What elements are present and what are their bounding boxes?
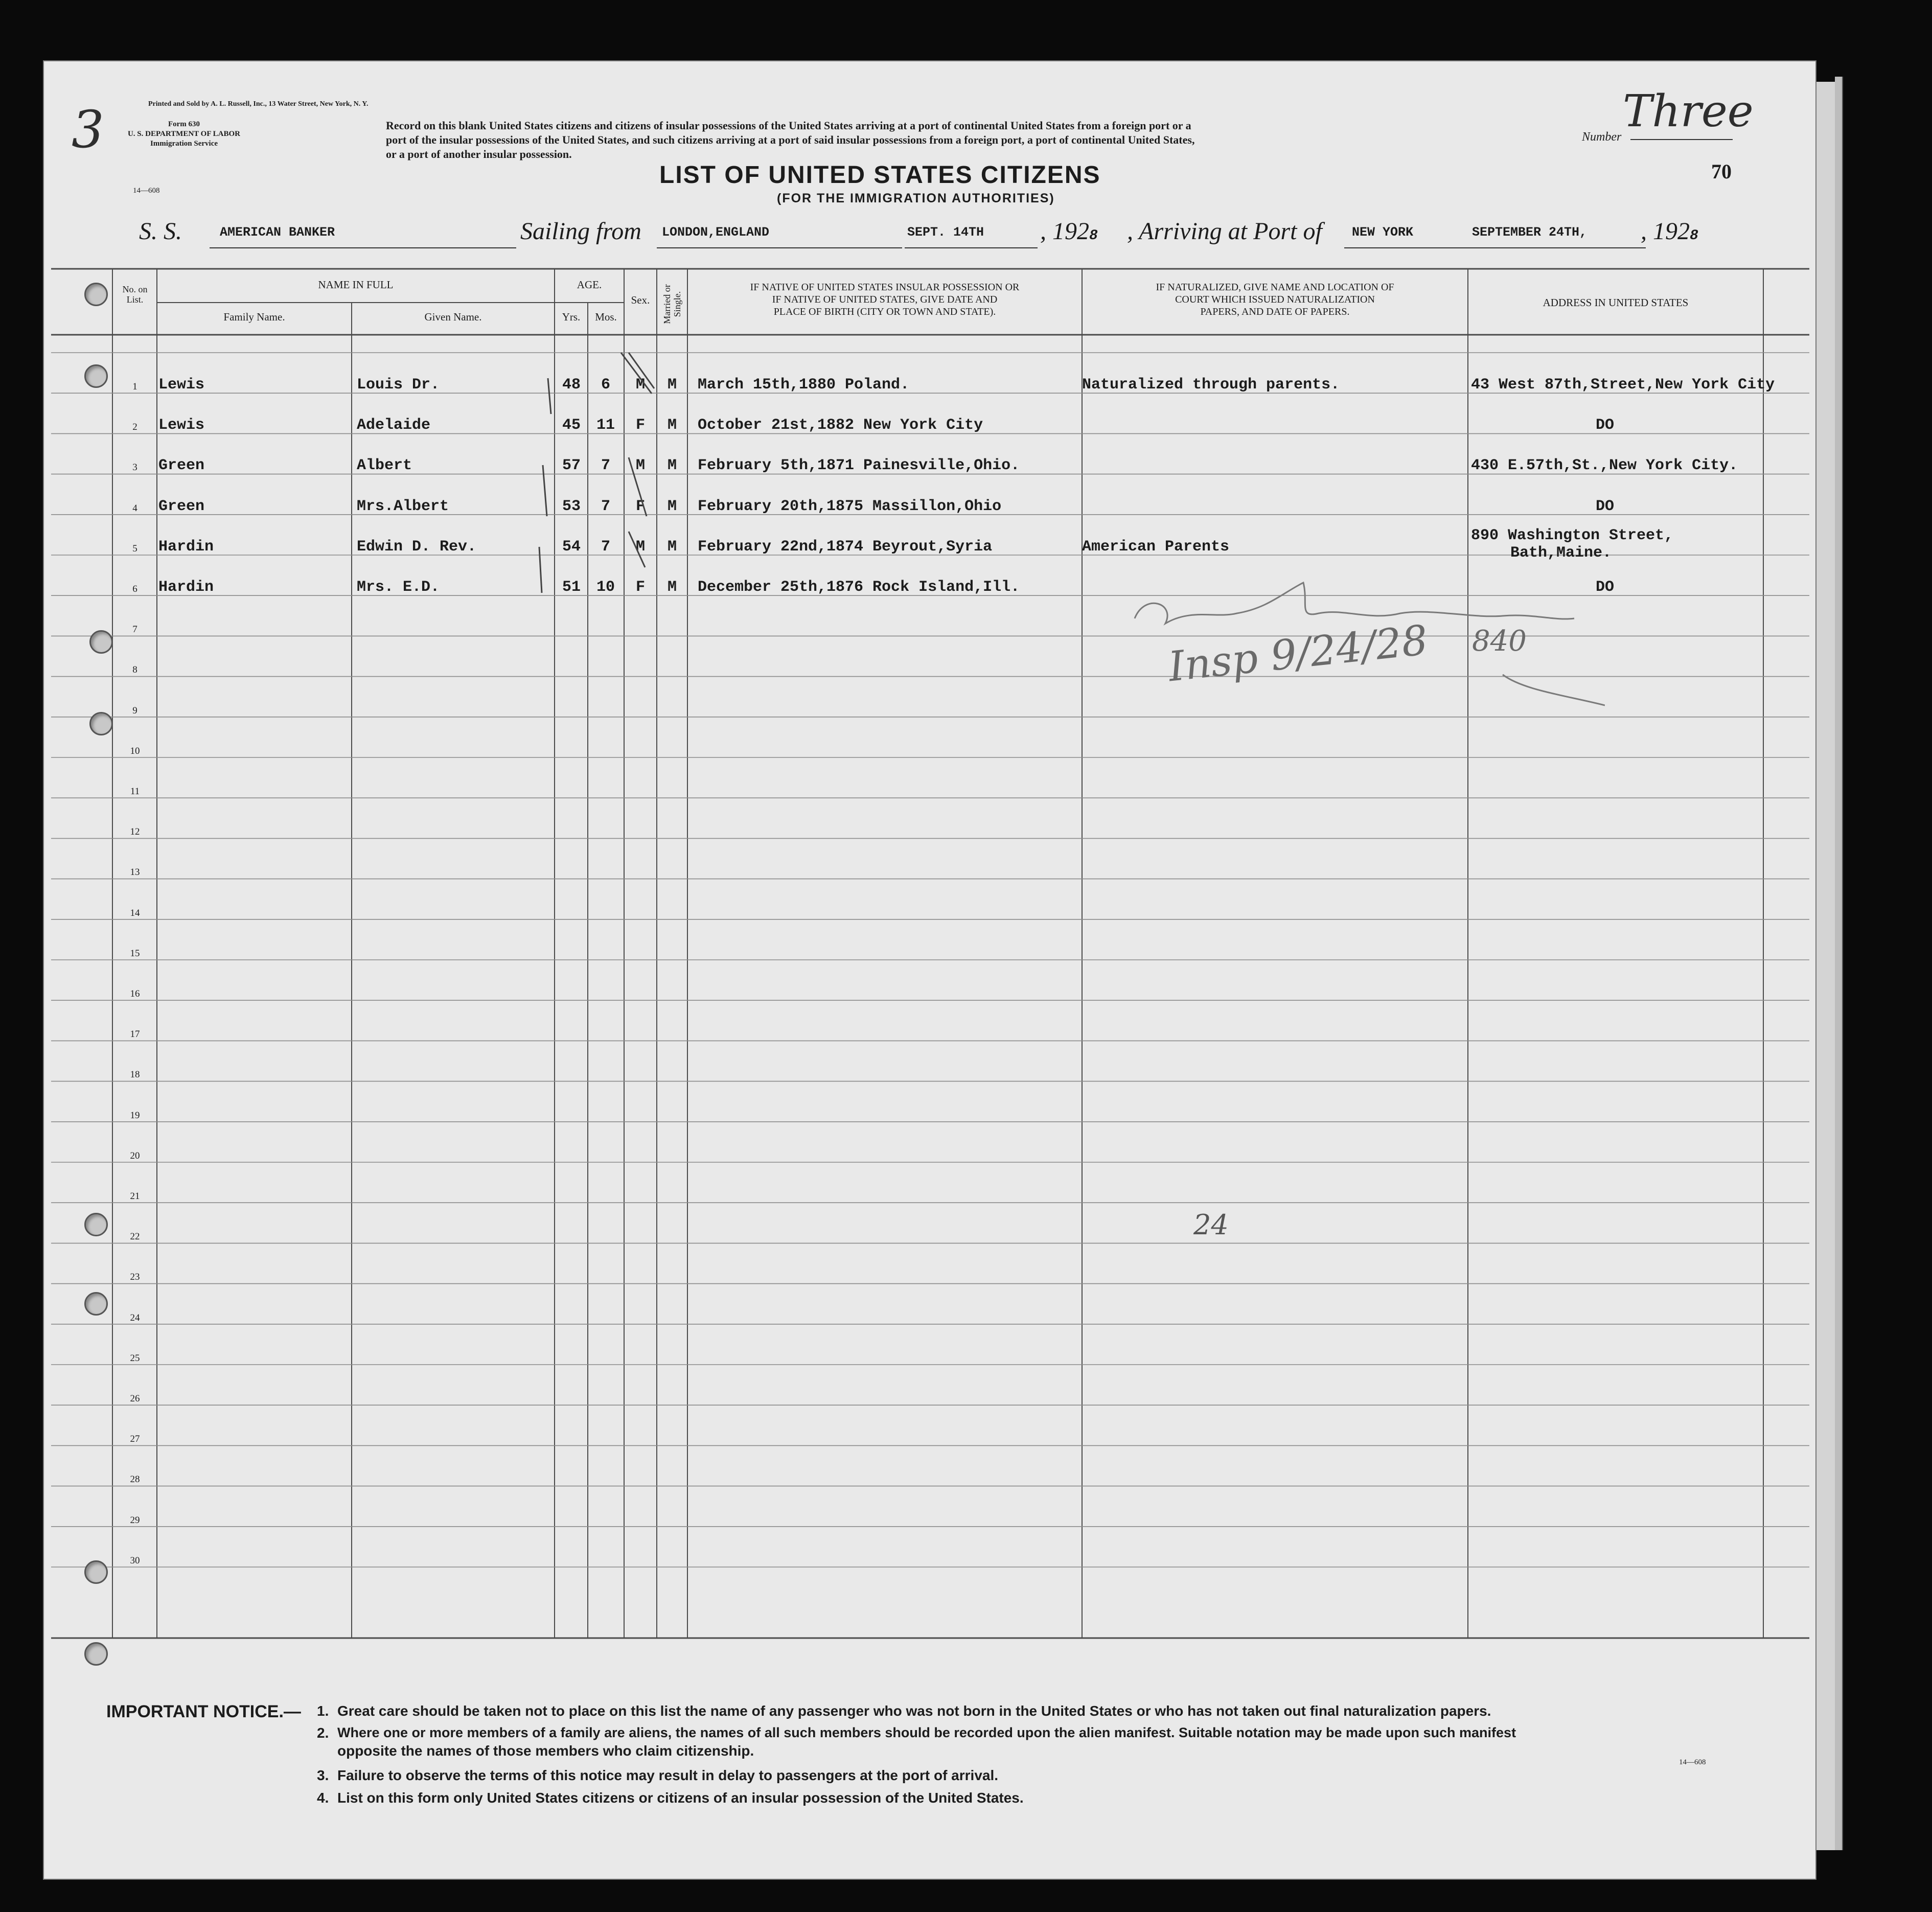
cell-mos: 7 [601,497,610,515]
form-code: 14—608 [133,187,160,195]
arrival-date: SEPTEMBER 24TH, [1472,225,1588,240]
col-birth-2: IF NATIVE OF UNITED STATES, GIVE DATE AND [772,294,998,305]
footer-form-code: 14—608 [1679,1758,1706,1766]
notice-2b: opposite the names of those members who claim citizenship. [337,1743,754,1759]
cell-yrs: 53 [562,497,581,515]
arrival-time: 840 [1472,625,1527,658]
inspector-signature: Insp 9/24/28 [1166,616,1430,691]
cell-mos: 10 [596,579,615,596]
row-number: 27 [130,1434,140,1445]
department: U. S. DEPARTMENT OF LABOR [127,130,241,138]
cell-sex: F [635,417,645,434]
cell-sex: F [635,497,645,515]
ship-name: AMERICAN BANKER [220,225,335,240]
cell-address: DO [1595,497,1614,515]
col-name-in-full: NAME IN FULL [318,279,394,291]
col-age: AGE. [577,279,602,291]
cell-family: Green [158,457,205,475]
binder-hole [84,1213,108,1236]
cell-family: Hardin [158,579,214,596]
record-line-2: port of the insular possessions of the United States, and such citizens arriving at a port of said insular possessions from a foreign port, a port of continental United States, [386,133,1195,146]
binder-hole [89,630,113,654]
cell-address: 43 West 87th,Street,New York City [1471,376,1775,394]
cell-given: Albert [357,457,412,475]
row-number: 8 [132,664,137,676]
year-prefix-2-text: , 192 [1641,218,1690,245]
col-family: Family Name. [223,311,285,323]
row-number: 22 [130,1231,140,1242]
tick-sex-3 [629,457,647,516]
notice-2-no: 2. [317,1725,329,1741]
cell-no: 5 [132,543,137,554]
col-mos: Mos. [595,311,617,323]
cell-mos: 11 [596,417,615,434]
cell-ms: M [667,417,677,434]
notice-4: List on this form only United States citizens or citizens of an insular possession of the United States. [337,1790,1024,1806]
sailing-label: Sailing from [520,218,641,245]
cell-yrs: 48 [562,376,581,394]
cell-ms: M [667,579,677,596]
row-number: 21 [130,1191,140,1202]
notice-3-no: 3. [317,1767,329,1783]
col-address: ADDRESS IN UNITED STATES [1543,296,1689,309]
col-no: No. on List. [122,284,148,305]
cell-yrs: 57 [562,457,581,475]
cell-birth: February 5th,1871 Painesville,Ohio. [698,457,1020,475]
tick-sex-5 [629,532,645,567]
cell-mos: 7 [601,538,610,556]
service: Immigration Service [150,140,218,148]
page-number: 70 [1711,160,1732,183]
cell-no: 2 [132,422,137,433]
cell-family: Green [158,497,205,515]
col-birth-1: IF NATIVE OF UNITED STATES INSULAR POSSESSION OR [750,282,1020,293]
notice-2a: Where one or more members of a family are aliens, the names of all such members should be recorded upon the alien manifest. Suitable notation may be made upon such manifest [337,1725,1516,1740]
year-suffix-2: 8 [1690,228,1698,244]
notice-4-no: 4. [317,1790,329,1806]
cell-ms: M [667,376,677,394]
col-sex: Sex. [631,294,650,306]
row-number: 9 [132,705,137,716]
notice-3: Failure to observe the terms of this notice may result in delay to passengers at the port of arrival. [337,1767,999,1783]
from-port: LONDON,ENGLAND [662,225,770,240]
stamp-number: 24 [1193,1209,1229,1241]
record-line-3: or a port of another insular possession. [386,148,572,160]
tick-3 [543,465,547,516]
row-number: 14 [130,907,140,918]
cell-no: 1 [132,381,137,392]
year-prefix-text: , 192 [1040,218,1089,245]
tick-5 [539,547,542,593]
cell-birth: February 20th,1875 Massillon,Ohio [698,497,1002,515]
col-yrs: Yrs. [562,311,581,323]
cell-given: Louis Dr. [357,376,440,394]
cell-address: 890 Washington Street, [1471,526,1674,544]
row-number: 30 [130,1555,140,1566]
form-no: Form 630 [168,120,200,128]
row-number: 16 [130,988,140,999]
cell-birth: February 22nd,1874 Beyrout,Syria [698,538,993,556]
cell-no: 6 [132,584,137,594]
number-value: Three [1623,86,1754,137]
cell-birth: March 15th,1880 Poland. [698,376,910,394]
binder-hole [84,1292,108,1316]
arriving-label: , Arriving at Port of [1127,218,1322,245]
row-number: 23 [130,1272,140,1283]
corner-mark: 3 [72,100,104,159]
cell-sex: F [635,579,645,596]
notice-1: Great care should be taken not to place on this list the name of any passenger who was not born in the United States or who has not taken out final naturalization papers. [337,1703,1491,1719]
cell-ms: M [667,538,677,556]
binder-hole [84,1560,108,1584]
cell-family: Hardin [158,538,214,556]
cell-yrs: 54 [562,538,581,556]
cell-nat: Naturalized through parents. [1082,376,1340,394]
year-suffix: 8 [1089,228,1098,244]
row-number: 7 [132,624,137,635]
cell-address: 430 E.57th,St.,New York City. [1471,457,1738,475]
cell-mos: 7 [601,457,610,475]
cell-address2: Bath,Maine. [1510,544,1612,562]
row-number: 17 [130,1029,140,1040]
cell-sex: M [635,376,645,394]
cell-yrs: 45 [562,417,581,434]
form-title: LIST OF UNITED STATES CITIZENS [659,162,1101,189]
notice-title: IMPORTANT NOTICE.— [106,1702,301,1721]
cell-birth: October 21st,1882 New York City [698,417,983,434]
cell-yrs: 51 [562,579,581,596]
row-number: 29 [130,1514,140,1526]
col-given: Given Name. [424,311,482,323]
binder-hole [89,712,113,735]
sail-date: SEPT. 14TH [907,225,984,240]
cell-family: Lewis [158,376,205,394]
ss-label: S. S. [139,218,182,245]
row-number: 18 [130,1069,140,1080]
cell-given: Edwin D. Rev. [357,538,477,556]
cell-given: Adelaide [357,417,431,434]
cell-given: Mrs.Albert [357,497,449,515]
row-number: 20 [130,1150,140,1161]
col-birth-3: PLACE OF BIRTH (CITY OR TOWN AND STATE). [773,306,996,317]
row-number: 11 [130,786,140,797]
cell-mos: 6 [601,376,610,394]
row-number: 15 [130,948,140,959]
printer-line: Printed and Sold by A. L. Russell, Inc., 13 Water Street, New York, N. Y. [148,100,369,108]
form-subtitle: (FOR THE IMMIGRATION AUTHORITIES) [777,191,1055,205]
cell-nat: American Parents [1082,538,1230,556]
row-number: 25 [130,1352,140,1364]
cell-no: 4 [132,502,137,514]
record-line-1: Record on this blank United States citizens and citizens of insular possessions of the United States arriving at a port of continental United States from a foreign port or a [386,119,1191,132]
row-number: 12 [130,826,140,838]
row-number: 24 [130,1312,140,1323]
row-number: 28 [130,1474,140,1485]
arrival-port: NEW YORK [1352,225,1414,240]
col-nat-3: PAPERS, AND DATE OF PAPERS. [1200,306,1350,317]
cell-address: DO [1595,417,1614,434]
cell-given: Mrs. E.D. [357,579,440,596]
col-nat-2: COURT WHICH ISSUED NATURALIZATION [1175,294,1375,305]
col-nat-1: IF NATURALIZED, GIVE NAME AND LOCATION OF [1156,282,1394,293]
cell-sex: M [635,457,645,475]
cell-ms: M [667,497,677,515]
row-number: 13 [130,867,140,878]
cell-ms: M [667,457,677,475]
cell-no: 3 [132,462,137,473]
row-number: 26 [130,1393,140,1404]
row-number: 10 [130,745,140,756]
binder-hole [84,364,108,388]
cell-family: Lewis [158,417,205,434]
binder-hole [84,283,108,306]
cell-birth: December 25th,1876 Rock Island,Ill. [698,579,1020,596]
row-number: 19 [130,1110,140,1121]
tick-1 [548,378,551,414]
col-married: Married or Single. [662,284,682,324]
cell-sex: M [635,538,645,556]
tick-sex-1 [621,353,654,394]
notice-1-no: 1. [317,1703,329,1719]
cell-address: DO [1595,579,1614,596]
number-label: Number [1582,130,1622,144]
binder-hole [84,1642,108,1666]
